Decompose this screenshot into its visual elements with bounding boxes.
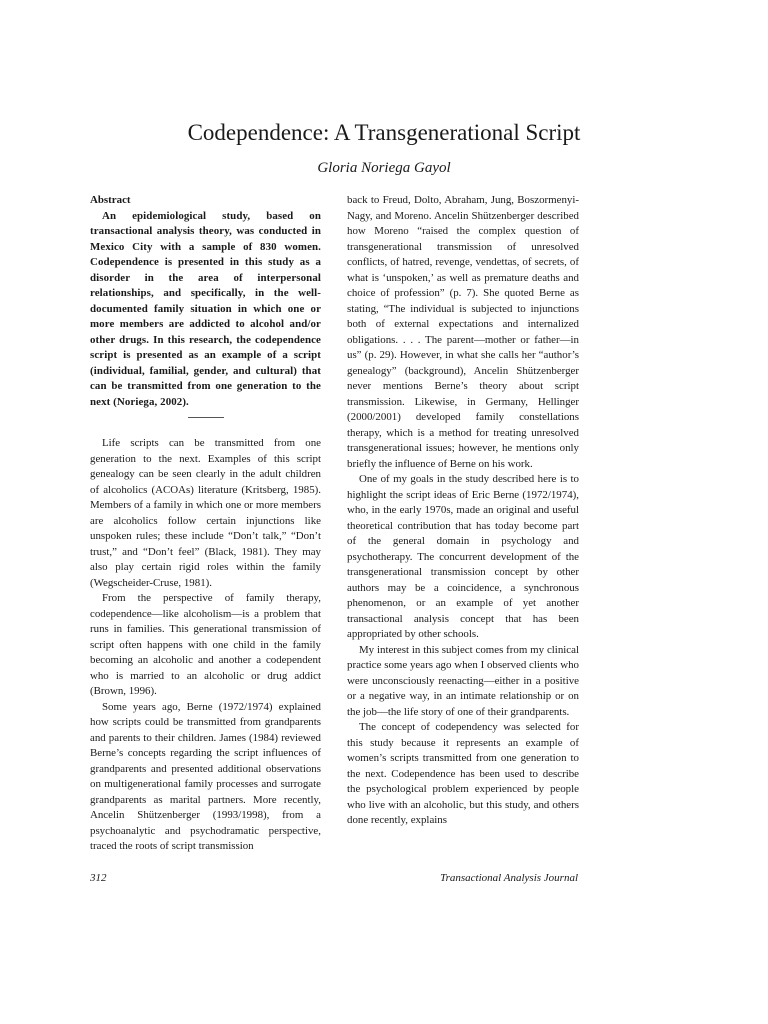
section-separator bbox=[188, 417, 224, 418]
abstract-text: An epidemiological study, based on transactional analysis theory, was conducted in Mexico City with a sample of 830 women. Codependence is presented in this study as a disorder in the area of interpersonal relationships, and specifically, in the well-documented family situation in which one or more members are addicted to alcohol and/or other drugs. In this research, the codependence script is presented as an example of a script (individual, familial, gender, and cultural) that can be transmitted from one generation to the next (Noriega, 2002). bbox=[90, 209, 321, 408]
body-paragraph-continued: back to Freud, Dolto, Abraham, Jung, Boszormenyi-Nagy, and Moreno. Ancelin Shützenberger described how Moreno “raised the complex question of transgenerational transmission of unresolved conflicts, of hatred, revenge, vendettas, of secrets, of what is ‘unspoken,’ as well as premature deaths and choice of profession” (p. 7). She quoted Berne as stating, “The individual is subjected to injunctions both of external expectations and internalized obligations. . . . The parent—mother or father—in us” (p. 29). However, in what she calls her “author’s genealogy” (background), Ancelin Shützenberger never mentions Berne’s theory about script transmission. Likewise, in Germany, Hellinger (2000/2001) developed family constellations therapy, which is a method for treating unresolved transgenerational issues; however, he mentions only briefly the influence of Berne on his work. bbox=[347, 194, 579, 470]
abstract-heading: Abstract bbox=[90, 194, 131, 206]
page-number: 312 bbox=[90, 872, 107, 884]
body-paragraph: Some years ago, Berne (1972/1974) explained how scripts could be transmitted from grandparents and parents to their children. James (1984) reviewed Berne’s concepts regarding the script influences of grandparents and presented additional observations on multigenerational family processes and surrogate grandparents as marital partners. More recently, Ancelin Shützenberger (1993/1998), from a psychoanalytic and psychodramatic perspective, traced the roots of script transmission bbox=[90, 700, 321, 852]
right-column bbox=[347, 193, 579, 829]
paper-title: Codependence: A Transgenerational Script bbox=[187, 120, 581, 145]
journal-name: Transactional Analysis Journal bbox=[440, 872, 578, 884]
body-paragraph: From the perspective of family therapy, codependence—like alcoholism—is a problem that runs in families. This generational transmission of script often happens with one child in the family becoming an alcoholic and another a codependent who is married to an alcoholic or drug addict (Brown, 1996). bbox=[90, 592, 321, 697]
body-paragraph: My interest in this subject comes from my clinical practice some years ago when I observed clients who were unconsciously reenacting—either in a positive or a negative way, in an intimate relationship or on the job—the life story of one of their grandparents. bbox=[347, 643, 579, 718]
left-column bbox=[90, 193, 321, 855]
author-name: Gloria Noriega Gayol bbox=[317, 160, 451, 176]
body-paragraph: The concept of codependency was selected for this study because it represents an example of women’s scripts transmitted from one generation to the next. Codependence has been used to describe the psychological problem experienced by people who live with an alcoholic, but this study, and others done recently, explains bbox=[347, 721, 579, 826]
body-paragraph: Life scripts can be transmitted from one generation to the next. Examples of this script genealogy can be seen clearly in the adult children of alcoholics (ACOAs) literature (Kritsberg, 1985). Members of a family in which one or more members are alcoholics follow certain injunctions like unspoken rules; these include “Don’t talk,” “Don’t trust,” and “Don’t feel” (Black, 1981). They may also play certain rigid roles within the family (Wegscheider-Cruse, 1981). bbox=[90, 437, 321, 589]
body-paragraph: One of my goals in the study described here is to highlight the script ideas of Eric Berne (1972/1974), who, in the early 1970s, made an original and useful theoretical contribution that has today become part of the general domain in psychology and psychotherapy. The concurrent development of the transgenerational transmission concept by other authors may be a coincidence, a synchronous phenomenon, or an example of yet another transactional analysis concept that has been appropriated by other schools. bbox=[347, 473, 579, 640]
